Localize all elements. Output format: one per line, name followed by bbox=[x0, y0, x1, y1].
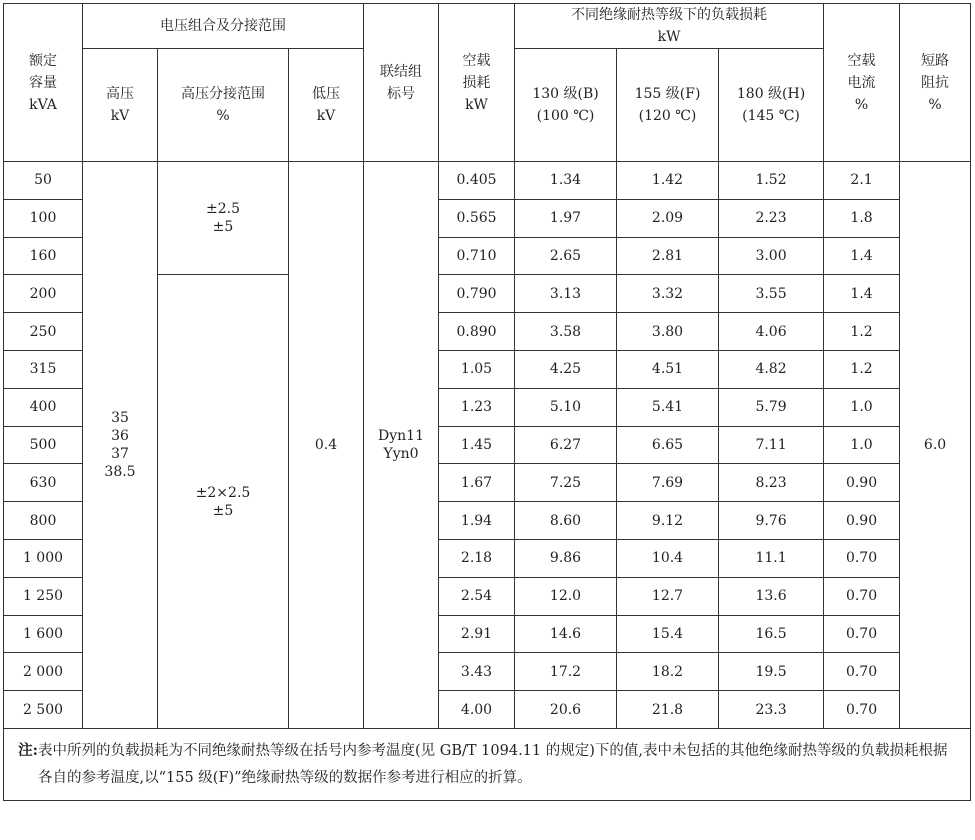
load-loss-f-cell: 4.51 bbox=[617, 350, 719, 388]
no-load-loss-cell: 0.710 bbox=[439, 237, 515, 275]
load-loss-h-cell: 3.00 bbox=[719, 237, 824, 275]
no-load-current-cell: 2.1 bbox=[824, 162, 900, 200]
no-load-loss-cell: 0.405 bbox=[439, 162, 515, 200]
no-load-loss-cell: 0.890 bbox=[439, 313, 515, 351]
load-loss-b-cell: 1.97 bbox=[515, 199, 617, 237]
table-row bbox=[4, 162, 971, 200]
no-load-current-cell: 1.4 bbox=[824, 275, 900, 313]
no-load-current-cell: 0.70 bbox=[824, 539, 900, 577]
no-load-loss-cell: 1.67 bbox=[439, 464, 515, 502]
load-loss-h-cell: 5.79 bbox=[719, 388, 824, 426]
capacity-cell: 200 bbox=[4, 275, 83, 313]
load-loss-b-cell: 4.25 bbox=[515, 350, 617, 388]
no-load-current-cell: 1.0 bbox=[824, 426, 900, 464]
header-rated-capacity: 额定 容量 kVA bbox=[4, 4, 83, 162]
capacity-cell: 630 bbox=[4, 464, 83, 502]
no-load-current-cell: 1.8 bbox=[824, 199, 900, 237]
load-loss-b-cell: 2.65 bbox=[515, 237, 617, 275]
capacity-cell: 50 bbox=[4, 162, 83, 200]
load-loss-b-cell: 3.13 bbox=[515, 275, 617, 313]
load-loss-f-cell: 2.09 bbox=[617, 199, 719, 237]
load-loss-f-cell: 7.69 bbox=[617, 464, 719, 502]
load-loss-h-cell: 7.11 bbox=[719, 426, 824, 464]
header-load-loss-group: 不同绝缘耐热等级下的负载损耗 kW bbox=[515, 4, 824, 49]
capacity-cell: 160 bbox=[4, 237, 83, 275]
load-loss-f-cell: 15.4 bbox=[617, 615, 719, 653]
load-loss-b-cell: 12.0 bbox=[515, 577, 617, 615]
header-hv-tap-range: 高压分接范围 % bbox=[158, 49, 289, 162]
load-loss-h-cell: 1.52 bbox=[719, 162, 824, 200]
load-loss-b-cell: 20.6 bbox=[515, 691, 617, 729]
no-load-current-cell: 1.2 bbox=[824, 313, 900, 351]
table-body bbox=[4, 162, 971, 801]
no-load-current-cell: 0.70 bbox=[824, 577, 900, 615]
no-load-loss-cell: 0.790 bbox=[439, 275, 515, 313]
load-loss-f-cell: 6.65 bbox=[617, 426, 719, 464]
capacity-cell: 315 bbox=[4, 350, 83, 388]
no-load-loss-cell: 3.43 bbox=[439, 653, 515, 691]
no-load-current-cell: 0.90 bbox=[824, 464, 900, 502]
load-loss-f-cell: 3.80 bbox=[617, 313, 719, 351]
note-text: 表中所列的负载损耗为不同绝缘耐热等级在括号内参考温度(见 GB/T 1094.11 的规定)下的值,表中未包括的其他绝缘耐热等级的负载损耗根据各自的参考温度,以“155 级(F)”绝缘耐热等级的数据作参考进行相应的折算。 bbox=[38, 742, 948, 786]
load-loss-h-cell: 16.5 bbox=[719, 615, 824, 653]
load-loss-f-cell: 2.81 bbox=[617, 237, 719, 275]
header-hv: 高压 kV bbox=[83, 49, 158, 162]
header-lv: 低压 kV bbox=[289, 49, 364, 162]
capacity-cell: 1 600 bbox=[4, 615, 83, 653]
load-loss-b-cell: 14.6 bbox=[515, 615, 617, 653]
load-loss-h-cell: 9.76 bbox=[719, 502, 824, 540]
no-load-current-cell: 1.2 bbox=[824, 350, 900, 388]
tap-range-cell-1: ±2.5 ±5 bbox=[158, 162, 289, 275]
no-load-loss-cell: 2.54 bbox=[439, 577, 515, 615]
vector-group-cell: Dyn11 Yyn0 bbox=[364, 162, 439, 729]
load-loss-b-cell: 8.60 bbox=[515, 502, 617, 540]
header-class-h: 180 级(H) (145 ℃) bbox=[719, 49, 824, 162]
note-label: 注: bbox=[18, 741, 38, 759]
no-load-loss-cell: 1.05 bbox=[439, 350, 515, 388]
no-load-current-cell: 1.4 bbox=[824, 237, 900, 275]
no-load-loss-cell: 1.45 bbox=[439, 426, 515, 464]
load-loss-f-cell: 9.12 bbox=[617, 502, 719, 540]
load-loss-b-cell: 17.2 bbox=[515, 653, 617, 691]
capacity-cell: 1 000 bbox=[4, 539, 83, 577]
load-loss-b-cell: 1.34 bbox=[515, 162, 617, 200]
load-loss-f-cell: 18.2 bbox=[617, 653, 719, 691]
load-loss-f-cell: 5.41 bbox=[617, 388, 719, 426]
impedance-cell: 6.0 bbox=[900, 162, 971, 729]
header-no-load-loss: 空载 损耗 kW bbox=[439, 4, 515, 162]
capacity-cell: 1 250 bbox=[4, 577, 83, 615]
header-no-load-current: 空载 电流 % bbox=[824, 4, 900, 162]
load-loss-b-cell: 9.86 bbox=[515, 539, 617, 577]
load-loss-h-cell: 11.1 bbox=[719, 539, 824, 577]
load-loss-h-cell: 4.06 bbox=[719, 313, 824, 351]
load-loss-b-cell: 5.10 bbox=[515, 388, 617, 426]
transformer-spec-table bbox=[3, 3, 971, 801]
no-load-loss-cell: 2.91 bbox=[439, 615, 515, 653]
lv-value-cell: 0.4 bbox=[289, 162, 364, 729]
spec-table-container bbox=[3, 3, 970, 801]
capacity-cell: 250 bbox=[4, 313, 83, 351]
load-loss-h-cell: 3.55 bbox=[719, 275, 824, 313]
load-loss-h-cell: 23.3 bbox=[719, 691, 824, 729]
no-load-loss-cell: 4.00 bbox=[439, 691, 515, 729]
no-load-current-cell: 0.70 bbox=[824, 691, 900, 729]
load-loss-f-cell: 12.7 bbox=[617, 577, 719, 615]
header-class-b: 130 级(B) (100 ℃) bbox=[515, 49, 617, 162]
no-load-loss-cell: 2.18 bbox=[439, 539, 515, 577]
load-loss-h-cell: 8.23 bbox=[719, 464, 824, 502]
load-loss-h-cell: 4.82 bbox=[719, 350, 824, 388]
no-load-loss-cell: 1.23 bbox=[439, 388, 515, 426]
capacity-cell: 800 bbox=[4, 502, 83, 540]
load-loss-b-cell: 6.27 bbox=[515, 426, 617, 464]
tap-range-cell-2: ±2×2.5 ±5 bbox=[158, 275, 289, 729]
header-vector-group: 联结组 标号 bbox=[364, 4, 439, 162]
table-note bbox=[4, 728, 971, 800]
note-row bbox=[4, 728, 971, 800]
no-load-current-cell: 1.0 bbox=[824, 388, 900, 426]
load-loss-h-cell: 19.5 bbox=[719, 653, 824, 691]
capacity-cell: 400 bbox=[4, 388, 83, 426]
no-load-current-cell: 0.70 bbox=[824, 615, 900, 653]
load-loss-h-cell: 13.6 bbox=[719, 577, 824, 615]
load-loss-h-cell: 2.23 bbox=[719, 199, 824, 237]
load-loss-f-cell: 21.8 bbox=[617, 691, 719, 729]
load-loss-f-cell: 3.32 bbox=[617, 275, 719, 313]
no-load-current-cell: 0.70 bbox=[824, 653, 900, 691]
capacity-cell: 500 bbox=[4, 426, 83, 464]
load-loss-b-cell: 3.58 bbox=[515, 313, 617, 351]
no-load-loss-cell: 1.94 bbox=[439, 502, 515, 540]
header-class-f: 155 级(F) (120 ℃) bbox=[617, 49, 719, 162]
capacity-cell: 2 000 bbox=[4, 653, 83, 691]
capacity-cell: 2 500 bbox=[4, 691, 83, 729]
hv-values-cell: 35 36 37 38.5 bbox=[83, 162, 158, 729]
load-loss-f-cell: 1.42 bbox=[617, 162, 719, 200]
load-loss-b-cell: 7.25 bbox=[515, 464, 617, 502]
no-load-loss-cell: 0.565 bbox=[439, 199, 515, 237]
header-voltage-group: 电压组合及分接范围 bbox=[83, 4, 364, 49]
no-load-current-cell: 0.90 bbox=[824, 502, 900, 540]
header-short-circuit-impedance: 短路 阻抗 % bbox=[900, 4, 971, 162]
capacity-cell: 100 bbox=[4, 199, 83, 237]
load-loss-f-cell: 10.4 bbox=[617, 539, 719, 577]
